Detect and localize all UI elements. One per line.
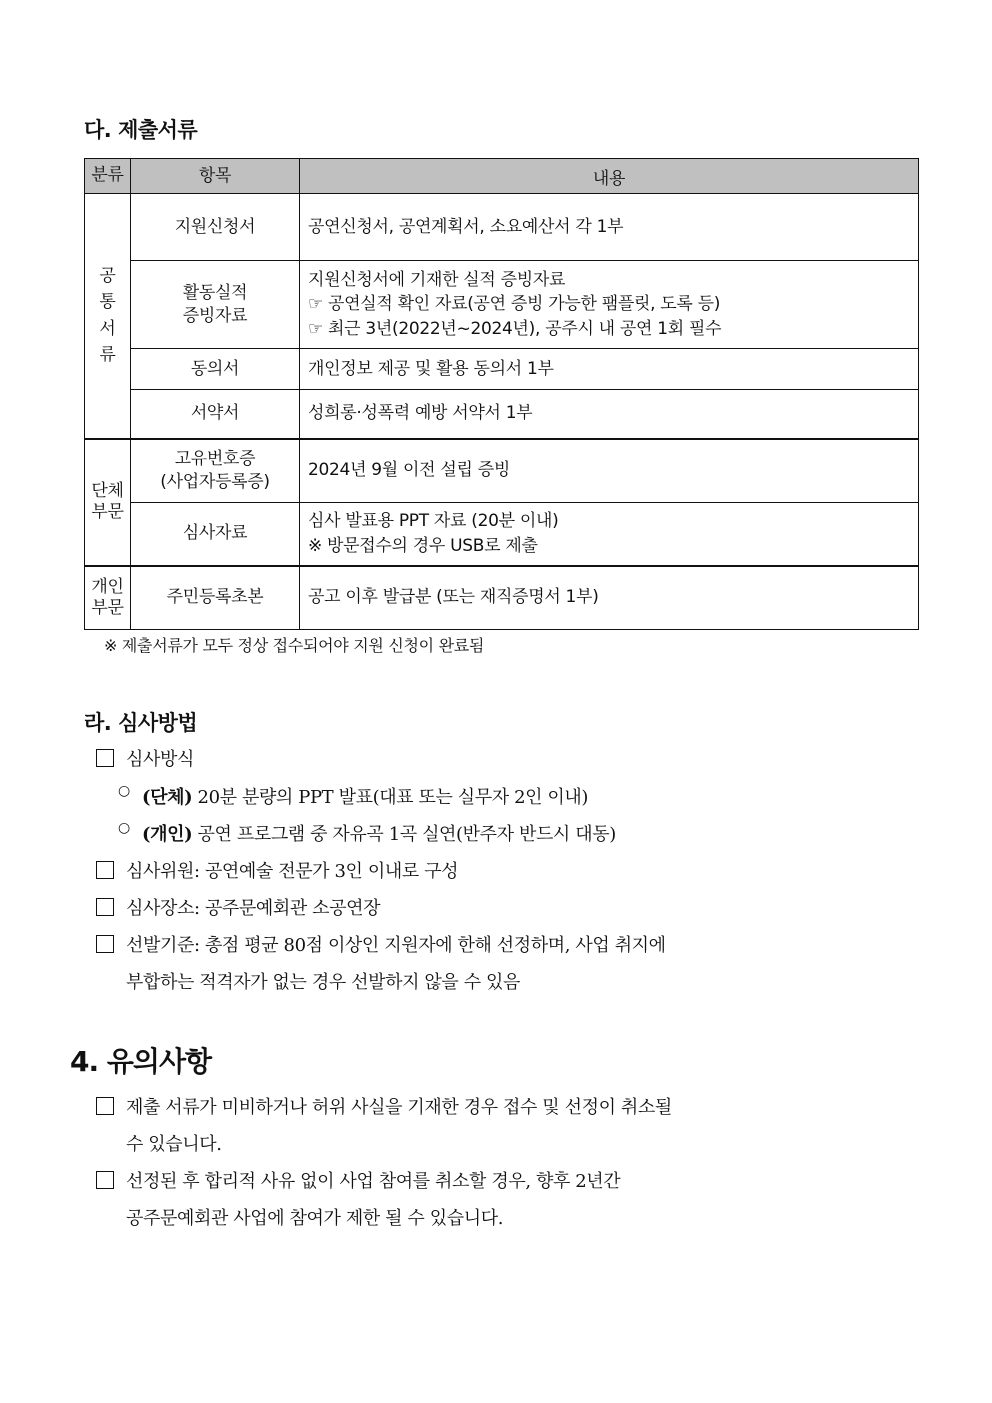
- list-item: 심사방식: [96, 745, 194, 771]
- content-cell: 2024년 9월 이전 설립 증빙: [300, 439, 919, 503]
- checkbox-square-icon: [96, 935, 114, 953]
- item-cell: 활동실적 증빙자료: [131, 261, 300, 349]
- table-row: [85, 439, 919, 503]
- checkbox-square-icon: [96, 898, 114, 916]
- list-item: 심사위원: 공연예술 전문가 3인 이내로 구성: [96, 857, 458, 883]
- table-header-row: [85, 159, 919, 194]
- item-cell: 지원신청서: [131, 194, 300, 261]
- table-row: [85, 566, 919, 630]
- section-title-notes: 4. 유의사항: [70, 1045, 212, 1078]
- submission-note: ※ 제출서류가 모두 정상 접수되어야 지원 신청이 완료됨: [104, 636, 485, 655]
- item-cell: 심사자료: [131, 503, 300, 566]
- category-common: 공통서류: [85, 194, 131, 439]
- checkbox-square-icon: [96, 749, 114, 767]
- content-cell: 성희롱·성폭력 예방 서약서 1부: [300, 390, 919, 439]
- header-category: 분류: [85, 159, 131, 194]
- circle-bullet-icon: ○: [118, 820, 130, 836]
- circle-bullet-icon: ○: [118, 783, 130, 799]
- content-cell: 지원신청서에 기재한 실적 증빙자료 ☞ 공연실적 확인 자료(공연 증빙 가능한 팸플릿, 도록 등) ☞ 최근 3년(2022년~2024년), 공주시 내 공연 1회 필수: [300, 261, 919, 349]
- list-item: 제출 서류가 미비하거나 허위 사실을 기재한 경우 접수 및 선정이 취소될 수 있습니다.: [96, 1093, 672, 1167]
- list-item: 선발기준: 총점 평균 80점 이상인 지원자에 한해 선정하며, 사업 취지에 부합하는 적격자가 없는 경우 선발하지 않을 수 있음: [96, 931, 666, 1005]
- item-cell: 서약서: [131, 390, 300, 439]
- header-content: 내용: [300, 159, 919, 194]
- checkbox-square-icon: [96, 861, 114, 879]
- table-row: [85, 349, 919, 390]
- item-cell: 고유번호증 (사업자등록증): [131, 439, 300, 503]
- section-title-review-method: 라. 심사방법: [84, 711, 198, 735]
- section-title-submission-docs: 다. 제출서류: [84, 118, 198, 142]
- content-cell: 개인정보 제공 및 활용 동의서 1부: [300, 349, 919, 390]
- header-item: 항목: [131, 159, 300, 194]
- list-item: 심사장소: 공주문예회관 소공연장: [96, 894, 380, 920]
- checkbox-square-icon: [96, 1171, 114, 1189]
- item-cell: 동의서: [131, 349, 300, 390]
- sub-list-item: ○ (단체) 20분 분량의 PPT 발표(대표 또는 실무자 2인 이내): [118, 783, 589, 808]
- table-row: [85, 194, 919, 261]
- content-cell: 심사 발표용 PPT 자료 (20분 이내) ※ 방문접수의 경우 USB로 제출: [300, 503, 919, 566]
- category-group: 단체 부문: [85, 439, 131, 566]
- sub-list-item: ○ (개인) 공연 프로그램 중 자유곡 1곡 실연(반주자 반드시 대동): [118, 820, 616, 845]
- checkbox-square-icon: [96, 1097, 114, 1115]
- table-row: [85, 390, 919, 439]
- content-cell: 공고 이후 발급분 (또는 재직증명서 1부): [300, 566, 919, 630]
- table-row: [85, 261, 919, 349]
- table-row: [85, 503, 919, 566]
- item-cell: 주민등록초본: [131, 566, 300, 630]
- content-cell: 공연신청서, 공연계획서, 소요예산서 각 1부: [300, 194, 919, 261]
- submission-docs-table: [84, 158, 919, 630]
- list-item: 선정된 후 합리적 사유 없이 사업 참여를 취소할 경우, 향후 2년간 공주문예회관 사업에 참여가 제한 될 수 있습니다.: [96, 1167, 620, 1241]
- category-individual: 개인 부문: [85, 566, 131, 630]
